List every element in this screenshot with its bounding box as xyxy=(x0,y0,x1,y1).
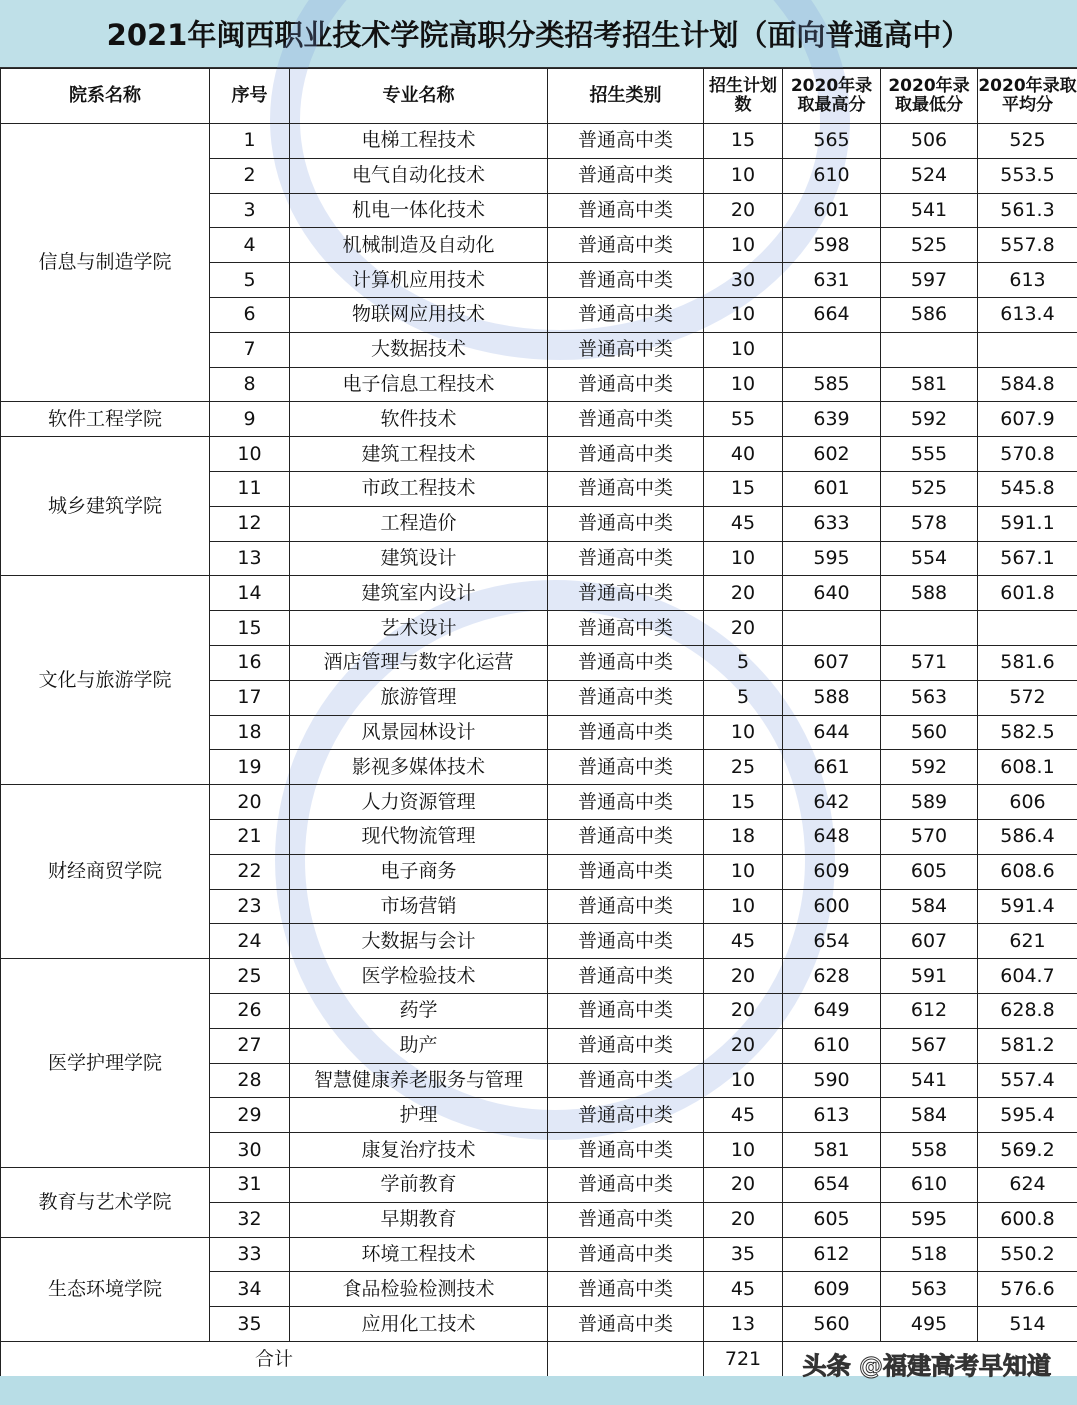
cell-plan: 20 xyxy=(704,576,783,611)
cell-min-score: 524 xyxy=(881,158,978,193)
cell-plan: 15 xyxy=(704,124,783,159)
cell-category: 普通高中类 xyxy=(548,402,704,437)
cell-category: 普通高中类 xyxy=(548,332,704,367)
cell-avg-score: 581.2 xyxy=(978,1028,1077,1063)
cell-min-score: 541 xyxy=(881,1063,978,1098)
cell-major: 影视多媒体技术 xyxy=(290,750,548,785)
cell-plan: 10 xyxy=(704,854,783,889)
cell-plan: 15 xyxy=(704,471,783,506)
cell-plan: 10 xyxy=(704,1063,783,1098)
cell-avg-score xyxy=(978,611,1077,646)
cell-max-score: 628 xyxy=(783,959,881,994)
cell-category: 普通高中类 xyxy=(548,611,704,646)
cell-max-score: 602 xyxy=(783,437,881,472)
cell-avg-score: 607.9 xyxy=(978,402,1077,437)
cell-max-score: 609 xyxy=(783,1272,881,1307)
cell-category: 普通高中类 xyxy=(548,750,704,785)
cell-max-score: 609 xyxy=(783,854,881,889)
cell-major: 现代物流管理 xyxy=(290,819,548,854)
cell-avg-score: 553.5 xyxy=(978,158,1077,193)
cell-category: 普通高中类 xyxy=(548,124,704,159)
cell-avg-score: 525 xyxy=(978,124,1077,159)
cell-min-score: 560 xyxy=(881,715,978,750)
header-department: 院系名称 xyxy=(1,69,210,124)
department-cell: 生态环境学院 xyxy=(1,1237,210,1341)
cell-max-score: 644 xyxy=(783,715,881,750)
cell-max-score: 648 xyxy=(783,819,881,854)
cell-avg-score: 613.4 xyxy=(978,297,1077,332)
cell-major: 市场营销 xyxy=(290,889,548,924)
cell-index: 6 xyxy=(210,297,290,332)
cell-index: 34 xyxy=(210,1272,290,1307)
cell-avg-score: 600.8 xyxy=(978,1202,1077,1237)
cell-category: 普通高中类 xyxy=(548,263,704,298)
cell-index: 17 xyxy=(210,680,290,715)
cell-major: 大数据技术 xyxy=(290,332,548,367)
cell-min-score: 554 xyxy=(881,541,978,576)
cell-min-score: 584 xyxy=(881,889,978,924)
cell-major: 机电一体化技术 xyxy=(290,193,548,228)
cell-category: 普通高中类 xyxy=(548,541,704,576)
cell-index: 5 xyxy=(210,263,290,298)
cell-major: 软件技术 xyxy=(290,402,548,437)
cell-major: 建筑室内设计 xyxy=(290,576,548,611)
cell-avg-score: 613 xyxy=(978,263,1077,298)
cell-major: 工程造价 xyxy=(290,506,548,541)
cell-category: 普通高中类 xyxy=(548,959,704,994)
cell-category: 普通高中类 xyxy=(548,993,704,1028)
cell-major: 建筑工程技术 xyxy=(290,437,548,472)
cell-avg-score xyxy=(978,332,1077,367)
cell-max-score: 601 xyxy=(783,193,881,228)
cell-index: 9 xyxy=(210,402,290,437)
cell-major: 旅游管理 xyxy=(290,680,548,715)
cell-category: 普通高中类 xyxy=(548,1133,704,1168)
cell-plan: 45 xyxy=(704,1272,783,1307)
cell-index: 19 xyxy=(210,750,290,785)
cell-max-score: 607 xyxy=(783,645,881,680)
cell-min-score: 558 xyxy=(881,1133,978,1168)
department-cell: 教育与艺术学院 xyxy=(1,1167,210,1237)
cell-major: 药学 xyxy=(290,993,548,1028)
cell-plan: 15 xyxy=(704,785,783,820)
cell-avg-score: 624 xyxy=(978,1167,1077,1202)
enrollment-plan-table xyxy=(0,68,1077,1378)
department-cell: 城乡建筑学院 xyxy=(1,437,210,576)
cell-min-score: 555 xyxy=(881,437,978,472)
cell-major: 人力资源管理 xyxy=(290,785,548,820)
cell-index: 1 xyxy=(210,124,290,159)
cell-category: 普通高中类 xyxy=(548,297,704,332)
table-row xyxy=(1,1237,1077,1272)
cell-major: 应用化工技术 xyxy=(290,1307,548,1342)
cell-avg-score: 628.8 xyxy=(978,993,1077,1028)
cell-plan: 20 xyxy=(704,611,783,646)
table-row xyxy=(1,124,1077,159)
cell-plan: 30 xyxy=(704,263,783,298)
cell-major: 风景园林设计 xyxy=(290,715,548,750)
cell-max-score: 600 xyxy=(783,889,881,924)
table-row xyxy=(1,785,1077,820)
cell-avg-score: 608.6 xyxy=(978,854,1077,889)
cell-max-score: 565 xyxy=(783,124,881,159)
cell-min-score xyxy=(881,611,978,646)
cell-max-score: 664 xyxy=(783,297,881,332)
cell-plan: 10 xyxy=(704,541,783,576)
cell-plan: 20 xyxy=(704,959,783,994)
cell-major: 建筑设计 xyxy=(290,541,548,576)
department-cell: 财经商贸学院 xyxy=(1,785,210,959)
cell-avg-score: 608.1 xyxy=(978,750,1077,785)
cell-category: 普通高中类 xyxy=(548,715,704,750)
cell-avg-score: 514 xyxy=(978,1307,1077,1342)
cell-major: 护理 xyxy=(290,1098,548,1133)
cell-index: 29 xyxy=(210,1098,290,1133)
cell-major: 大数据与会计 xyxy=(290,924,548,959)
cell-max-score: 661 xyxy=(783,750,881,785)
table-row xyxy=(1,576,1077,611)
cell-index: 13 xyxy=(210,541,290,576)
total-value: 721 xyxy=(704,1341,783,1377)
cell-avg-score: 570.8 xyxy=(978,437,1077,472)
cell-avg-score: 595.4 xyxy=(978,1098,1077,1133)
cell-plan: 20 xyxy=(704,1202,783,1237)
cell-avg-score: 586.4 xyxy=(978,819,1077,854)
cell-max-score: 649 xyxy=(783,993,881,1028)
cell-category: 普通高中类 xyxy=(548,576,704,611)
cell-major: 早期教育 xyxy=(290,1202,548,1237)
cell-min-score: 592 xyxy=(881,402,978,437)
table-row xyxy=(1,1167,1077,1202)
department-cell: 软件工程学院 xyxy=(1,402,210,437)
cell-major: 市政工程技术 xyxy=(290,471,548,506)
cell-min-score: 591 xyxy=(881,959,978,994)
cell-min-score: 589 xyxy=(881,785,978,820)
cell-index: 11 xyxy=(210,471,290,506)
cell-major: 康复治疗技术 xyxy=(290,1133,548,1168)
cell-min-score: 525 xyxy=(881,471,978,506)
cell-max-score xyxy=(783,611,881,646)
cell-index: 3 xyxy=(210,193,290,228)
cell-plan: 20 xyxy=(704,993,783,1028)
cell-min-score: 610 xyxy=(881,1167,978,1202)
header-min-score: 2020年录取最低分 xyxy=(881,69,978,124)
cell-category: 普通高中类 xyxy=(548,1307,704,1342)
cell-plan: 45 xyxy=(704,924,783,959)
cell-index: 7 xyxy=(210,332,290,367)
cell-index: 2 xyxy=(210,158,290,193)
cell-major: 助产 xyxy=(290,1028,548,1063)
cell-major: 电梯工程技术 xyxy=(290,124,548,159)
department-cell: 信息与制造学院 xyxy=(1,124,210,402)
cell-max-score: 605 xyxy=(783,1202,881,1237)
cell-index: 20 xyxy=(210,785,290,820)
cell-index: 23 xyxy=(210,889,290,924)
cell-plan: 10 xyxy=(704,158,783,193)
cell-avg-score: 572 xyxy=(978,680,1077,715)
cell-max-score: 585 xyxy=(783,367,881,402)
cell-avg-score: 557.8 xyxy=(978,228,1077,263)
cell-plan: 20 xyxy=(704,193,783,228)
cell-index: 25 xyxy=(210,959,290,994)
cell-max-score: 613 xyxy=(783,1098,881,1133)
cell-category: 普通高中类 xyxy=(548,1167,704,1202)
cell-avg-score: 557.4 xyxy=(978,1063,1077,1098)
cell-index: 21 xyxy=(210,819,290,854)
cell-avg-score: 569.2 xyxy=(978,1133,1077,1168)
cell-index: 15 xyxy=(210,611,290,646)
cell-min-score: 506 xyxy=(881,124,978,159)
cell-max-score: 610 xyxy=(783,1028,881,1063)
cell-plan: 10 xyxy=(704,889,783,924)
cell-max-score: 640 xyxy=(783,576,881,611)
cell-major: 学前教育 xyxy=(290,1167,548,1202)
header-max-score: 2020年录取最高分 xyxy=(783,69,881,124)
cell-category: 普通高中类 xyxy=(548,228,704,263)
cell-max-score xyxy=(783,332,881,367)
cell-avg-score: 621 xyxy=(978,924,1077,959)
cell-min-score: 597 xyxy=(881,263,978,298)
total-empty xyxy=(548,1341,704,1377)
cell-max-score: 610 xyxy=(783,158,881,193)
cell-max-score: 560 xyxy=(783,1307,881,1342)
cell-index: 8 xyxy=(210,367,290,402)
cell-max-score: 601 xyxy=(783,471,881,506)
cell-min-score: 571 xyxy=(881,645,978,680)
cell-min-score: 595 xyxy=(881,1202,978,1237)
cell-avg-score: 591.1 xyxy=(978,506,1077,541)
cell-category: 普通高中类 xyxy=(548,437,704,472)
cell-index: 14 xyxy=(210,576,290,611)
cell-category: 普通高中类 xyxy=(548,680,704,715)
cell-max-score: 595 xyxy=(783,541,881,576)
cell-major: 医学检验技术 xyxy=(290,959,548,994)
cell-max-score: 633 xyxy=(783,506,881,541)
cell-min-score: 584 xyxy=(881,1098,978,1133)
cell-category: 普通高中类 xyxy=(548,367,704,402)
cell-major: 计算机应用技术 xyxy=(290,263,548,298)
cell-plan: 5 xyxy=(704,645,783,680)
cell-avg-score: 604.7 xyxy=(978,959,1077,994)
cell-plan: 18 xyxy=(704,819,783,854)
cell-min-score: 578 xyxy=(881,506,978,541)
cell-min-score: 563 xyxy=(881,1272,978,1307)
table-row xyxy=(1,402,1077,437)
header-avg-score: 2020年录取平均分 xyxy=(978,69,1077,124)
cell-category: 普通高中类 xyxy=(548,506,704,541)
cell-min-score: 563 xyxy=(881,680,978,715)
cell-min-score: 612 xyxy=(881,993,978,1028)
cell-major: 电气自动化技术 xyxy=(290,158,548,193)
cell-avg-score: 550.2 xyxy=(978,1237,1077,1272)
cell-plan: 45 xyxy=(704,506,783,541)
cell-index: 32 xyxy=(210,1202,290,1237)
cell-major: 智慧健康养老服务与管理 xyxy=(290,1063,548,1098)
cell-category: 普通高中类 xyxy=(548,193,704,228)
cell-category: 普通高中类 xyxy=(548,854,704,889)
cell-category: 普通高中类 xyxy=(548,924,704,959)
cell-plan: 10 xyxy=(704,715,783,750)
cell-avg-score: 581.6 xyxy=(978,645,1077,680)
cell-index: 16 xyxy=(210,645,290,680)
cell-category: 普通高中类 xyxy=(548,1272,704,1307)
cell-plan: 10 xyxy=(704,228,783,263)
cell-index: 33 xyxy=(210,1237,290,1272)
cell-index: 22 xyxy=(210,854,290,889)
cell-major: 物联网应用技术 xyxy=(290,297,548,332)
table-row xyxy=(1,437,1077,472)
cell-min-score: 525 xyxy=(881,228,978,263)
cell-plan: 10 xyxy=(704,332,783,367)
cell-plan: 10 xyxy=(704,1133,783,1168)
header-category: 招生类别 xyxy=(548,69,704,124)
cell-major: 酒店管理与数字化运营 xyxy=(290,645,548,680)
cell-min-score: 570 xyxy=(881,819,978,854)
cell-category: 普通高中类 xyxy=(548,158,704,193)
cell-major: 电子商务 xyxy=(290,854,548,889)
cell-index: 4 xyxy=(210,228,290,263)
cell-category: 普通高中类 xyxy=(548,471,704,506)
cell-major: 环境工程技术 xyxy=(290,1237,548,1272)
header-row xyxy=(1,69,1077,124)
cell-max-score: 612 xyxy=(783,1237,881,1272)
cell-min-score: 567 xyxy=(881,1028,978,1063)
cell-max-score: 654 xyxy=(783,1167,881,1202)
cell-max-score: 639 xyxy=(783,402,881,437)
cell-plan: 55 xyxy=(704,402,783,437)
cell-plan: 35 xyxy=(704,1237,783,1272)
cell-min-score: 541 xyxy=(881,193,978,228)
cell-avg-score: 591.4 xyxy=(978,889,1077,924)
cell-major: 食品检验检测技术 xyxy=(290,1272,548,1307)
cell-avg-score: 561.3 xyxy=(978,193,1077,228)
cell-index: 18 xyxy=(210,715,290,750)
cell-plan: 10 xyxy=(704,297,783,332)
cell-max-score: 642 xyxy=(783,785,881,820)
cell-index: 27 xyxy=(210,1028,290,1063)
cell-category: 普通高中类 xyxy=(548,1237,704,1272)
source-credit: 头条 @福建高考早知道 xyxy=(802,1352,1051,1380)
cell-min-score: 495 xyxy=(881,1307,978,1342)
cell-category: 普通高中类 xyxy=(548,819,704,854)
cell-plan: 10 xyxy=(704,367,783,402)
cell-max-score: 598 xyxy=(783,228,881,263)
cell-plan: 40 xyxy=(704,437,783,472)
cell-index: 30 xyxy=(210,1133,290,1168)
cell-min-score: 581 xyxy=(881,367,978,402)
cell-avg-score: 582.5 xyxy=(978,715,1077,750)
cell-max-score: 631 xyxy=(783,263,881,298)
cell-min-score xyxy=(881,332,978,367)
department-cell: 文化与旅游学院 xyxy=(1,576,210,785)
cell-avg-score: 606 xyxy=(978,785,1077,820)
cell-category: 普通高中类 xyxy=(548,1063,704,1098)
cell-min-score: 588 xyxy=(881,576,978,611)
cell-index: 31 xyxy=(210,1167,290,1202)
cell-min-score: 518 xyxy=(881,1237,978,1272)
cell-index: 12 xyxy=(210,506,290,541)
table-row xyxy=(1,959,1077,994)
cell-category: 普通高中类 xyxy=(548,1098,704,1133)
cell-plan: 20 xyxy=(704,1167,783,1202)
cell-max-score: 590 xyxy=(783,1063,881,1098)
department-cell: 医学护理学院 xyxy=(1,959,210,1168)
header-major: 专业名称 xyxy=(290,69,548,124)
cell-avg-score: 584.8 xyxy=(978,367,1077,402)
header-index: 序号 xyxy=(210,69,290,124)
cell-avg-score: 601.8 xyxy=(978,576,1077,611)
cell-category: 普通高中类 xyxy=(548,785,704,820)
cell-major: 机械制造及自动化 xyxy=(290,228,548,263)
cell-max-score: 588 xyxy=(783,680,881,715)
cell-plan: 20 xyxy=(704,1028,783,1063)
cell-plan: 25 xyxy=(704,750,783,785)
cell-category: 普通高中类 xyxy=(548,1202,704,1237)
cell-category: 普通高中类 xyxy=(548,645,704,680)
cell-category: 普通高中类 xyxy=(548,1028,704,1063)
cell-avg-score: 576.6 xyxy=(978,1272,1077,1307)
cell-min-score: 605 xyxy=(881,854,978,889)
cell-plan: 13 xyxy=(704,1307,783,1342)
header-plan: 招生计划数 xyxy=(704,69,783,124)
cell-plan: 5 xyxy=(704,680,783,715)
cell-avg-score: 567.1 xyxy=(978,541,1077,576)
page-title: 2021年闽西职业技术学院高职分类招考招生计划（面向普通高中） xyxy=(0,0,1077,68)
cell-max-score: 654 xyxy=(783,924,881,959)
total-label: 合计 xyxy=(1,1341,548,1377)
cell-index: 28 xyxy=(210,1063,290,1098)
cell-min-score: 586 xyxy=(881,297,978,332)
cell-major: 艺术设计 xyxy=(290,611,548,646)
cell-avg-score: 545.8 xyxy=(978,471,1077,506)
cell-category: 普通高中类 xyxy=(548,889,704,924)
cell-major: 电子信息工程技术 xyxy=(290,367,548,402)
cell-max-score: 581 xyxy=(783,1133,881,1168)
cell-index: 10 xyxy=(210,437,290,472)
cell-min-score: 607 xyxy=(881,924,978,959)
cell-index: 26 xyxy=(210,993,290,1028)
cell-plan: 45 xyxy=(704,1098,783,1133)
cell-index: 24 xyxy=(210,924,290,959)
cell-min-score: 592 xyxy=(881,750,978,785)
cell-index: 35 xyxy=(210,1307,290,1342)
